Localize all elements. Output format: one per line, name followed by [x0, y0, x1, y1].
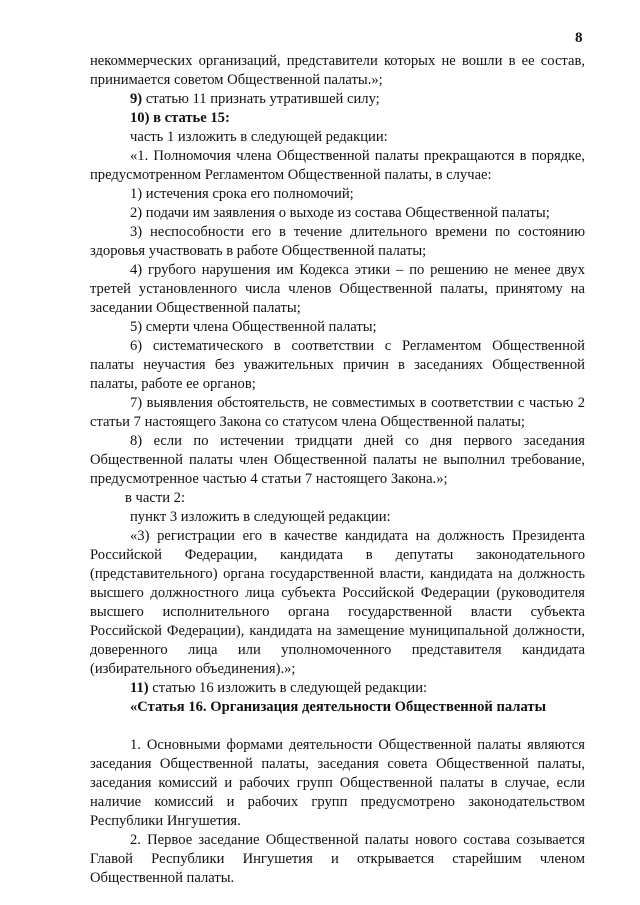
item-number: 9) [130, 91, 143, 107]
paragraph-subitem-4 [90, 261, 585, 318]
paragraph-text: 2) подачи им заявления о выходе из состава Общественной палаты; [130, 205, 550, 221]
paragraph-subitem-6 [90, 337, 585, 394]
paragraph-point-3-intro [90, 508, 585, 527]
paragraph-text: 6) систематического в соответствии с Регламентом Общественной палаты неучастия без уважительных причин в заседаниях Общественной палаты, работе ее органов; [90, 338, 585, 392]
paragraph-text: в части 2: [125, 490, 186, 506]
paragraph-text: 1) истечения срока его полномочий; [130, 186, 354, 202]
paragraph-point-3-text [90, 527, 585, 679]
paragraph-article-16-clause-2 [90, 831, 585, 888]
paragraph-subitem-5 [90, 318, 585, 337]
paragraph-text: «1. Полномочия члена Общественной палаты прекращаются в порядке, предусмотренном Регламентом Общественной палаты, в случае: [90, 148, 585, 183]
paragraph-text: статью 11 признать утратившей силу; [142, 91, 380, 107]
paragraph-text: 7) выявления обстоятельств, не совместимых в соответствии с частью 2 статьи 7 настоящего Закона со статусом члена Общественной палаты; [90, 395, 585, 430]
paragraph-text: статью 16 изложить в следующей редакции: [148, 680, 428, 696]
paragraph-text: часть 1 изложить в следующей редакции: [130, 129, 388, 145]
paragraph-subitem-8 [90, 432, 585, 489]
paragraph-subitem-1 [90, 185, 585, 204]
paragraph-item-11 [90, 679, 585, 698]
page-number: 8 [575, 30, 583, 46]
paragraph-subitem-3 [90, 223, 585, 261]
paragraph-text: 5) смерти члена Общественной палаты; [130, 319, 377, 335]
paragraph-clause-1 [90, 147, 585, 185]
paragraph-text: 1. Основными формами деятельности Общественной палаты являются заседания Общественной палаты, заседания совета Общественной палаты, заседания комиссий и рабочих групп Общественной палаты в случае, если наличие комиссий и рабочих групп предусмотрено законодательством Республики Ингушетия. [90, 737, 585, 829]
article-title: «Статья 16. Организация деятельности Общественной палаты [130, 699, 546, 715]
paragraph-continuation [90, 52, 585, 90]
paragraph-text: 2. Первое заседание Общественной палаты нового состава созывается Главой Республики Ингушетия и открывается старейшим членом Общественной палаты. [90, 832, 585, 886]
paragraph-part-2 [90, 489, 585, 508]
paragraph-text: 4) грубого нарушения им Кодекса этики – по решению не менее двух третей установленного числа членов Общественной палаты, принятому на заседании Общественной палаты; [90, 262, 585, 316]
paragraph-item-9 [90, 90, 585, 109]
paragraph-article-16-clause-1 [90, 736, 585, 831]
paragraph-text: пункт 3 изложить в следующей редакции: [130, 509, 391, 525]
item-heading: 10) в статье 15: [130, 110, 230, 126]
document-body [90, 52, 585, 888]
paragraph-item-10 [90, 109, 585, 128]
paragraph-part-1-intro [90, 128, 585, 147]
paragraph-text: «3) регистрации его в качестве кандидата на должность Президента Российской Федерации, кандидата в депутаты законодательного (представительного) органа государственной власти, кандидата на должность высшего должностного лица субъекта Российской Федерации (руководителя высшего исполнительного органа государственной власти субъекта Российской Федерации), кандидата на замещение муниципальной должности, доверенного лица или уполномоченного представителя кандидата (избирательного объединения).»; [90, 528, 585, 677]
paragraph-text: 8) если по истечении тридцати дней со дня первого заседания Общественной палаты член Общественной палаты не выполнил требование, предусмотренное частью 4 статьи 7 настоящего Закона.»; [90, 433, 585, 487]
paragraph-text: некоммерческих организаций, представители которых не вошли в ее состав, принимается советом Общественной палаты.»; [90, 53, 585, 88]
paragraph-subitem-2 [90, 204, 585, 223]
item-number: 11) [130, 680, 149, 696]
paragraph-text: 3) неспособности его в течение длительного времени по состоянию здоровья участвовать в работе Общественной палаты; [90, 224, 585, 259]
article-16-heading [90, 698, 585, 717]
paragraph-subitem-7 [90, 394, 585, 432]
